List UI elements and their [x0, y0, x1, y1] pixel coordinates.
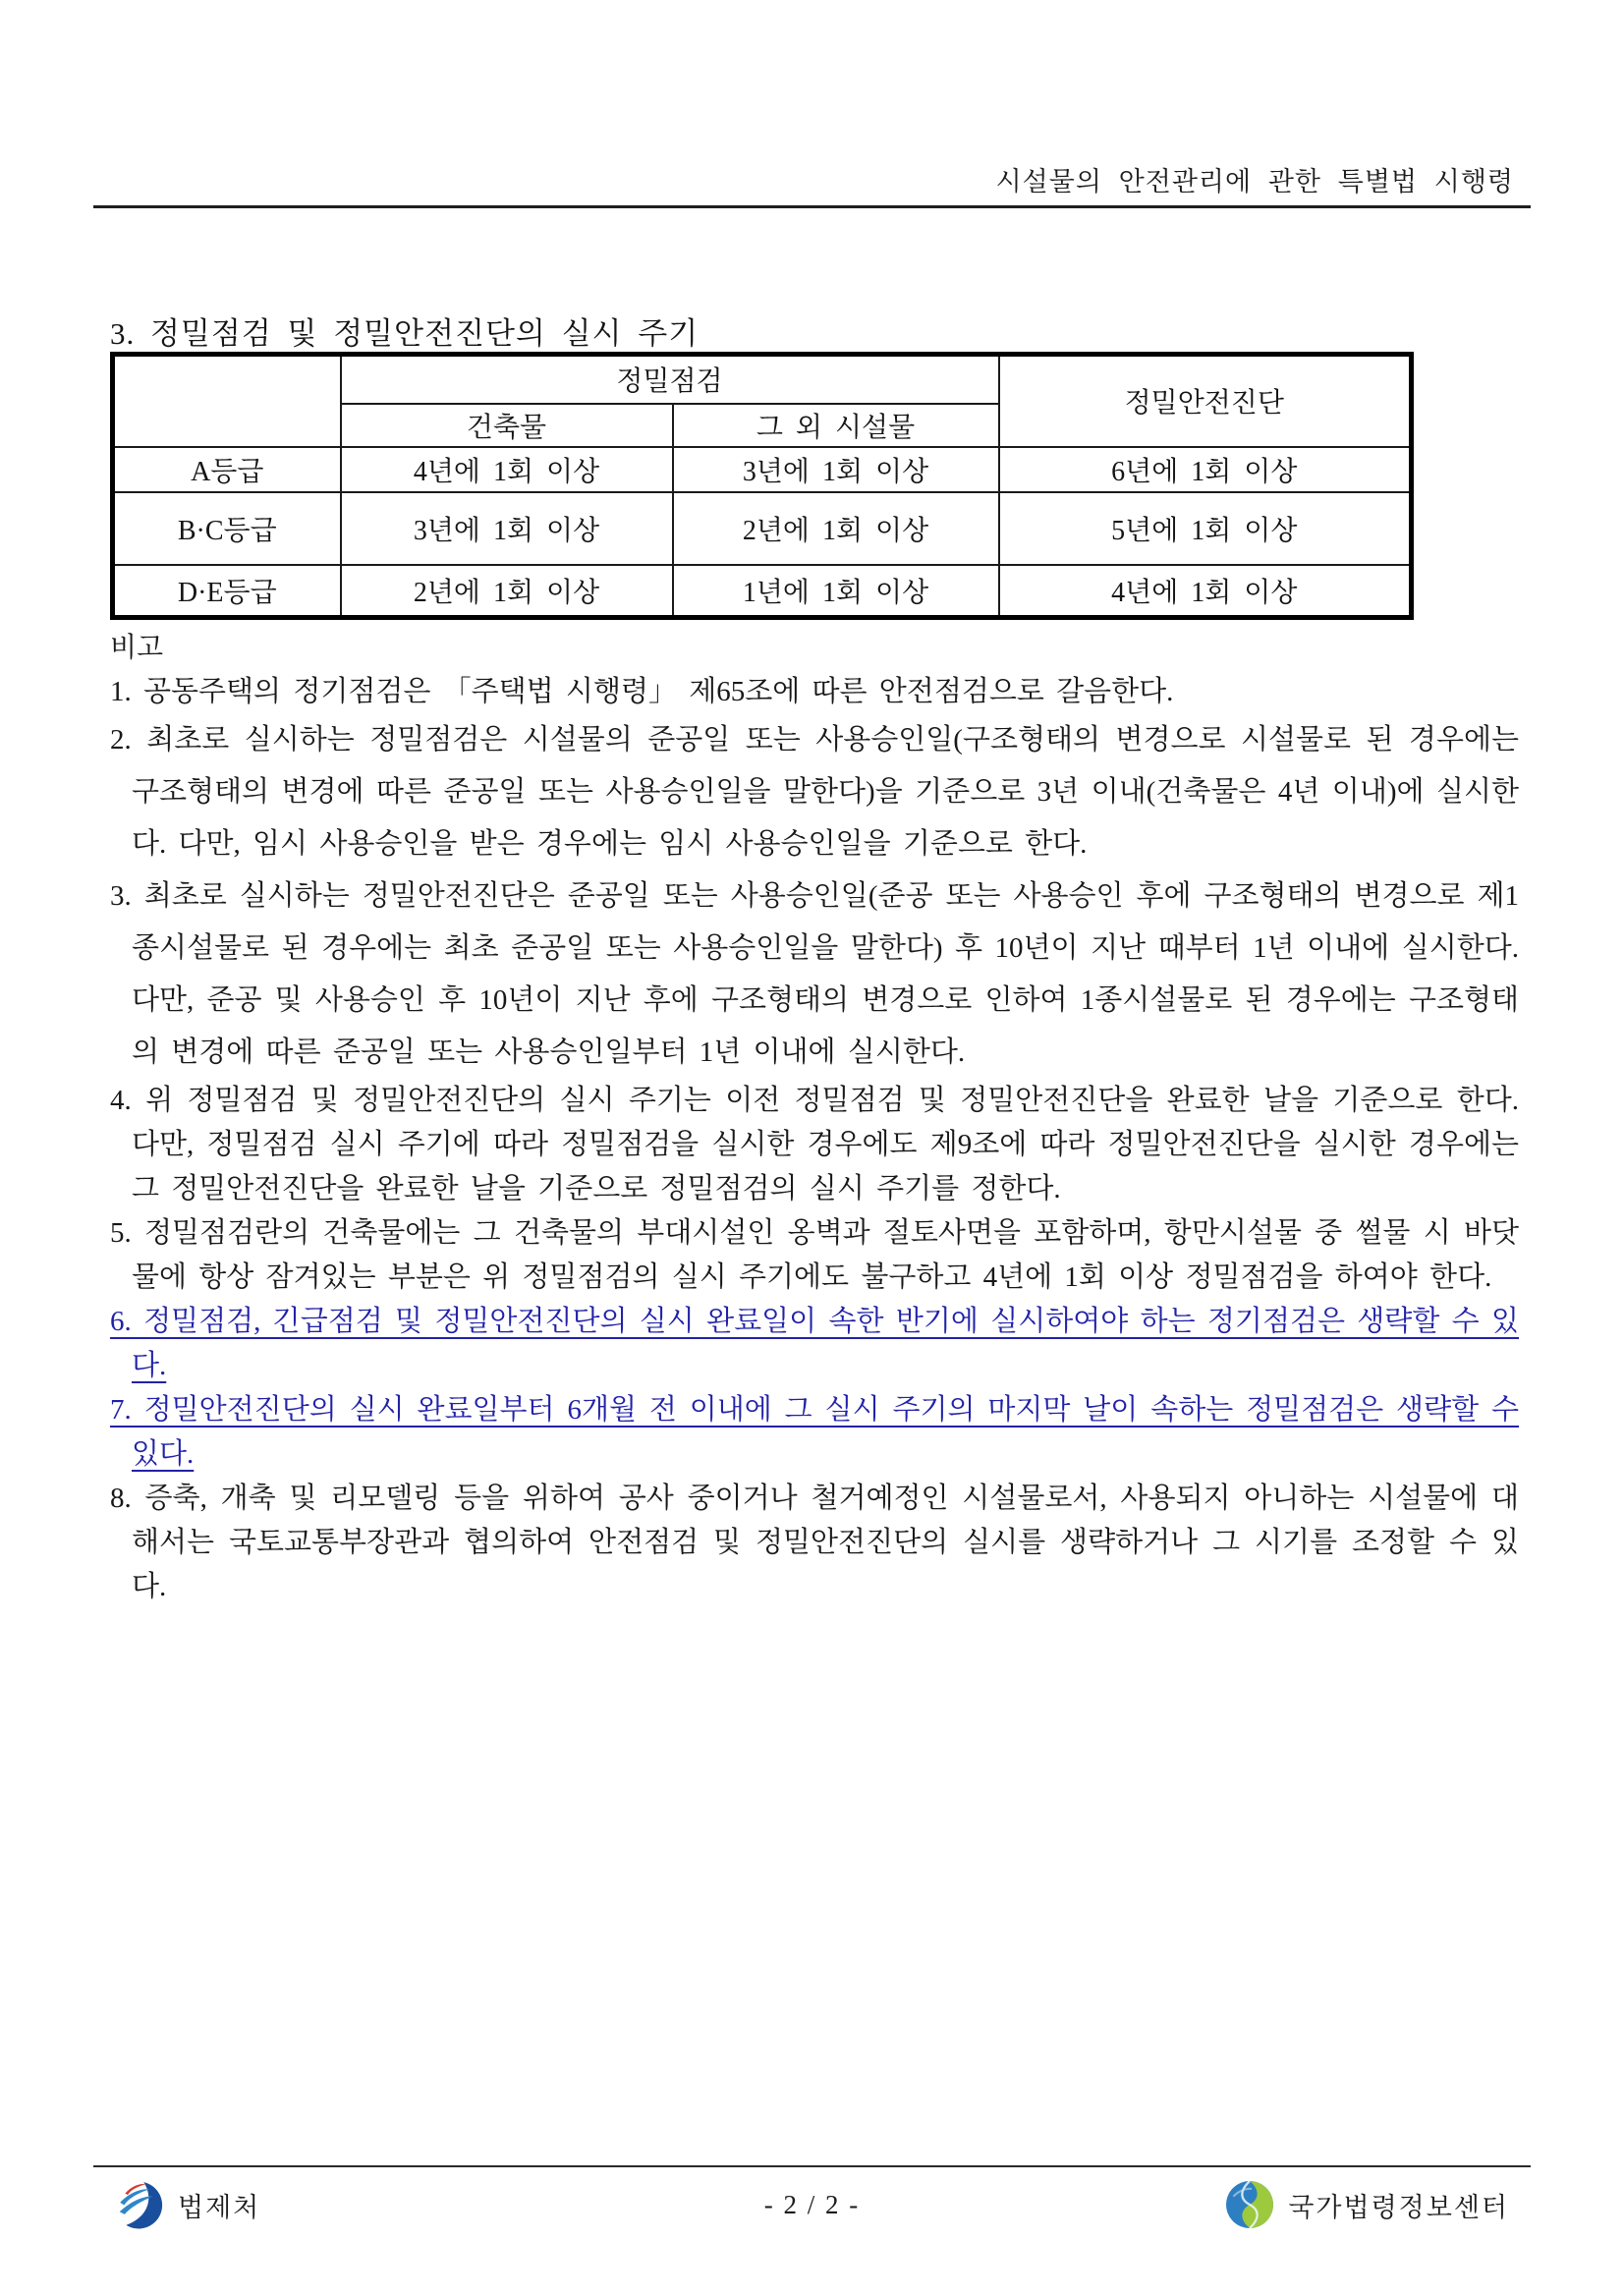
other-facility-cycle-cell: 2년에 1회 이상: [673, 492, 999, 565]
other-facility-cycle-cell: 1년에 1회 이상: [673, 565, 999, 618]
law-info-center-logo-icon: [1225, 2180, 1274, 2229]
remark-item-7-amended: 7. 정밀안전진단의 실시 완료일부터 6개월 전 이내에 그 실시 주기의 마지막 날이 속하는 정밀점검은 생략할 수 있다.: [110, 1394, 1519, 1470]
remark-item-3: 3. 최초로 실시하는 정밀안전진단은 준공일 또는 사용승인일(준공 또는 사용승인 후에 구조형태의 변경으로 제1종시설물로 된 경우에는 최초 준공일 또는 사용승인일을 말한다) 후 10년이 지난 때부터 1년 이내에 실시한다. 다만, 준공 및 사용승인 후 10년이 지난 후에 구조형태의 변경으로 인하여 1종시설물로 된 경우에는 구조형태의 변경에 따른 준공일 또는 사용승인일부터 1년 이내에 실시한다.: [110, 880, 1519, 1068]
table-row: [113, 565, 1412, 618]
footer-divider: [93, 2165, 1531, 2167]
footer-left: [115, 2180, 580, 2229]
building-cycle-cell: 2년에 1회 이상: [341, 565, 673, 618]
footer-right-org-label: 국가법령정보센터: [1288, 2192, 1509, 2222]
diagnosis-cycle-cell: 4년에 1회 이상: [999, 565, 1412, 618]
moleg-logo-icon: [115, 2180, 164, 2229]
inspection-cycle-table: [110, 352, 1414, 620]
running-header-title: 시설물의 안전관리에 관한 특별법 시행령: [995, 167, 1514, 196]
footer-right: [1044, 2180, 1509, 2229]
grade-cell: D·E등급: [113, 565, 341, 618]
footer-left-org-label: 법제처: [178, 2192, 261, 2222]
table-subheader-other-facility: 그 외 시설물: [673, 404, 999, 447]
table-subheader-building: 건축물: [341, 404, 673, 447]
page-footer: [93, 2173, 1531, 2236]
table-corner-cell: [113, 355, 341, 447]
remark-item-2: 2. 최초로 실시하는 정밀점검은 시설물의 준공일 또는 사용승인일(구조형태의 변경으로 시설물로 된 경우에는 구조형태의 변경에 따른 준공일 또는 사용승인일을 말한다)을 기준으로 3년 이내(건축물은 4년 이내)에 실시한다. 다만, 임시 사용승인을 받은 경우에는 임시 사용승인일을 기준으로 한다.: [110, 724, 1519, 860]
building-cycle-cell: 3년에 1회 이상: [341, 492, 673, 565]
remark-item-5: 5. 정밀점검란의 건축물에는 그 건축물의 부대시설인 옹벽과 절토사면을 포함하며, 항만시설물 중 썰물 시 바닷물에 항상 잠겨있는 부분은 위 정밀점검의 실시 주기에도 불구하고 4년에 1회 이상 정밀점검을 하여야 한다.: [110, 1217, 1519, 1293]
page-number: - 2 / 2 -: [763, 2189, 861, 2219]
diagnosis-cycle-cell: 6년에 1회 이상: [999, 447, 1412, 492]
table-row: [113, 447, 1412, 492]
header-divider: [93, 205, 1531, 208]
remarks-label: 비고: [110, 633, 164, 663]
remark-item-8: 8. 증축, 개축 및 리모델링 등을 위하여 공사 중이거나 철거예정인 시설물로서, 사용되지 아니하는 시설물에 대해서는 국토교통부장관과 협의하여 안전점검 및 정밀안전진단의 실시를 생략하거나 그 시기를 조정할 수 있다.: [110, 1483, 1519, 1602]
remark-item-4: 4. 위 정밀점검 및 정밀안전진단의 실시 주기는 이전 정밀점검 및 정밀안전진단을 완료한 날을 기준으로 한다. 다만, 정밀점검 실시 주기에 따라 정밀점검을 실시한 경우에도 제9조에 따라 정밀안전진단을 실시한 경우에는 그 정밀안전진단을 완료한 날을 기준으로 정밀점검의 실시 주기를 정한다.: [110, 1085, 1519, 1204]
remark-item-6-amended: 6. 정밀점검, 긴급점검 및 정밀안전진단의 실시 완료일이 속한 반기에 실시하여야 하는 정기점검은 생략할 수 있다.: [110, 1306, 1519, 1381]
table-header-precise-inspection: 정밀점검: [341, 355, 999, 404]
section-title: 3. 정밀점검 및 정밀안전진단의 실시 주기: [110, 316, 700, 351]
other-facility-cycle-cell: 3년에 1회 이상: [673, 447, 999, 492]
table-header-precise-safety-diagnosis: 정밀안전진단: [999, 355, 1412, 447]
grade-cell: A등급: [113, 447, 341, 492]
remarks-section: [110, 627, 1519, 1609]
building-cycle-cell: 4년에 1회 이상: [341, 447, 673, 492]
remark-item-1: 1. 공동주택의 정기점검은 「주택법 시행령」 제65조에 따른 안전점검으로 갈음한다.: [110, 676, 1174, 707]
diagnosis-cycle-cell: 5년에 1회 이상: [999, 492, 1412, 565]
table-row: [113, 492, 1412, 565]
grade-cell: B·C등급: [113, 492, 341, 565]
